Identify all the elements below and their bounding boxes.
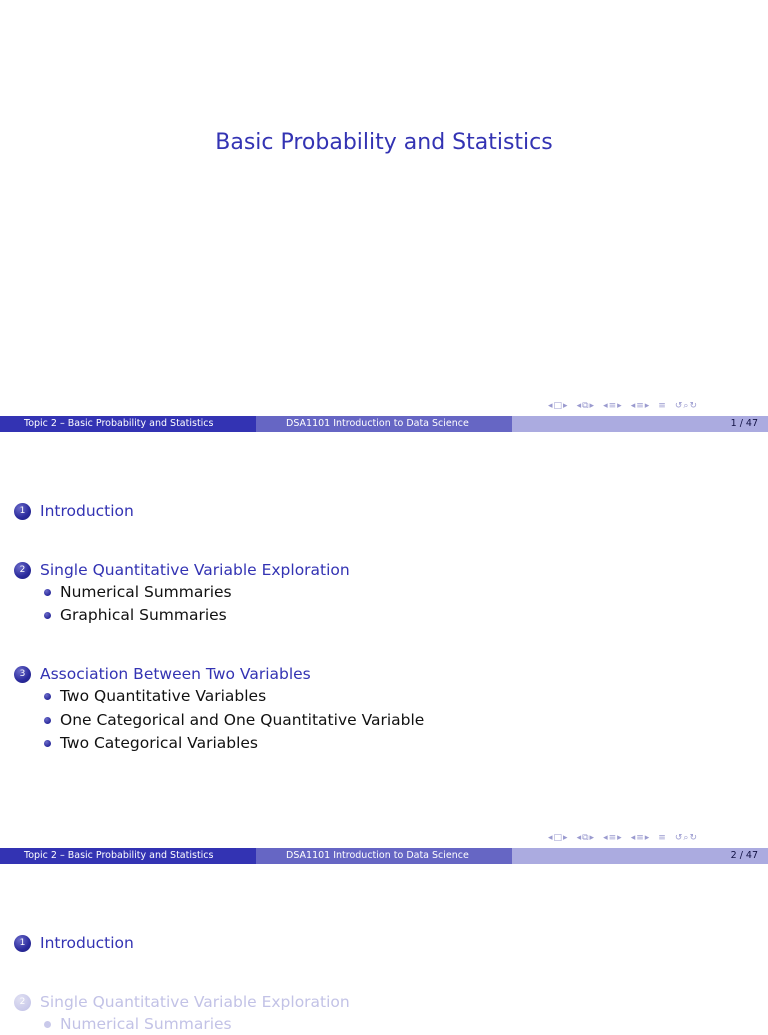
subsection-label: Two Quantitative Variables [60, 687, 267, 705]
outline-section-introduction[interactable] [14, 500, 134, 522]
footer-topic: Topic 2 – Basic Probability and Statistics [0, 848, 256, 864]
search-icon[interactable]: ⌕ [683, 401, 689, 411]
subsection-label: Numerical Summaries [60, 1015, 232, 1033]
frame-next-icon[interactable]: ▸ [563, 401, 568, 411]
outline-subsection-two-categorical[interactable] [44, 732, 258, 754]
subsection-prev-icon[interactable]: ◂ [576, 401, 582, 411]
footer-topic: Topic 2 – Basic Probability and Statistics [0, 416, 256, 432]
footer-page-number: 1 / 47 [512, 416, 768, 432]
frame-prev-icon[interactable]: ◂ [548, 833, 553, 843]
section-label: Association Between Two Variables [40, 665, 311, 683]
footer-course: DSA1101 Introduction to Data Science [256, 416, 512, 432]
section-number-badge: 1 [14, 935, 31, 952]
forward-icon[interactable]: ↻ [689, 833, 697, 843]
outline-subsection-graphical-summaries[interactable] [44, 604, 227, 626]
outline-subsection-two-quantitative[interactable] [44, 685, 266, 707]
section-label: Single Quantitative Variable Exploration [40, 561, 350, 579]
section-label: Introduction [40, 502, 134, 520]
bullet-icon [44, 589, 51, 596]
section-number-badge: 2 [14, 562, 31, 579]
part-next-icon[interactable]: ▸ [644, 833, 650, 843]
outline-section-introduction[interactable] [14, 932, 134, 954]
section-number-badge: 1 [14, 503, 31, 520]
section-number-badge: 3 [14, 666, 31, 683]
slide-footer [0, 416, 768, 432]
bullet-icon [44, 1021, 51, 1028]
part-prev-icon[interactable]: ◂ [630, 401, 636, 411]
subsection-icon[interactable]: ⧉ [582, 401, 589, 411]
bullet-icon [44, 693, 51, 700]
slide-3 [0, 864, 768, 1033]
bullet-icon [44, 717, 51, 724]
outline-subsection-numerical-summaries[interactable] [44, 581, 232, 603]
part-prev-icon[interactable]: ◂ [630, 833, 636, 843]
outline-section-single-variable[interactable] [14, 559, 350, 581]
document-icon[interactable]: ≡ [658, 833, 666, 843]
part-icon[interactable]: ≡ [636, 833, 644, 843]
frame-icon[interactable]: □ [553, 833, 563, 843]
slide-footer [0, 848, 768, 864]
subsection-next-icon[interactable]: ▸ [589, 833, 595, 843]
section-number-badge: 2 [14, 994, 31, 1011]
subsection-label: Graphical Summaries [60, 606, 227, 624]
bullet-icon [44, 740, 51, 747]
document-icon[interactable]: ≡ [658, 401, 666, 411]
subsection-next-icon[interactable]: ▸ [589, 401, 595, 411]
section-next-icon[interactable]: ▸ [617, 401, 622, 411]
slide-title: Basic Probability and Statistics [215, 130, 553, 155]
section-next-icon[interactable]: ▸ [617, 833, 622, 843]
subsection-label: Numerical Summaries [60, 583, 232, 601]
part-next-icon[interactable]: ▸ [644, 401, 650, 411]
beamer-navigation-bar [548, 831, 697, 845]
section-icon[interactable]: ≡ [608, 833, 617, 843]
back-icon[interactable]: ↺ [674, 833, 683, 843]
section-prev-icon[interactable]: ◂ [603, 833, 608, 843]
section-prev-icon[interactable]: ◂ [603, 401, 608, 411]
back-icon[interactable]: ↺ [674, 401, 683, 411]
bullet-icon [44, 612, 51, 619]
frame-icon[interactable]: □ [553, 401, 563, 411]
beamer-navigation-bar [548, 399, 697, 413]
section-icon[interactable]: ≡ [608, 401, 617, 411]
subsection-icon[interactable]: ⧉ [582, 833, 589, 843]
subsection-prev-icon[interactable]: ◂ [576, 833, 582, 843]
section-label: Introduction [40, 934, 134, 952]
section-label: Single Quantitative Variable Exploration [40, 993, 350, 1011]
forward-icon[interactable]: ↻ [689, 401, 697, 411]
outline-subsection-categorical-quantitative[interactable] [44, 709, 424, 731]
part-icon[interactable]: ≡ [636, 401, 644, 411]
subsection-label: One Categorical and One Quantitative Variable [60, 711, 425, 729]
footer-page-number: 2 / 47 [512, 848, 768, 864]
frame-prev-icon[interactable]: ◂ [548, 401, 553, 411]
slide-2 [0, 432, 768, 864]
outline-section-single-variable[interactable] [14, 991, 350, 1013]
outline-subsection-numerical-summaries[interactable] [44, 1013, 232, 1035]
footer-course: DSA1101 Introduction to Data Science [256, 848, 512, 864]
outline-section-association[interactable] [14, 663, 311, 685]
subsection-label: Two Categorical Variables [60, 734, 259, 752]
frame-next-icon[interactable]: ▸ [563, 833, 568, 843]
search-icon[interactable]: ⌕ [683, 833, 689, 843]
slide-1 [0, 0, 768, 432]
